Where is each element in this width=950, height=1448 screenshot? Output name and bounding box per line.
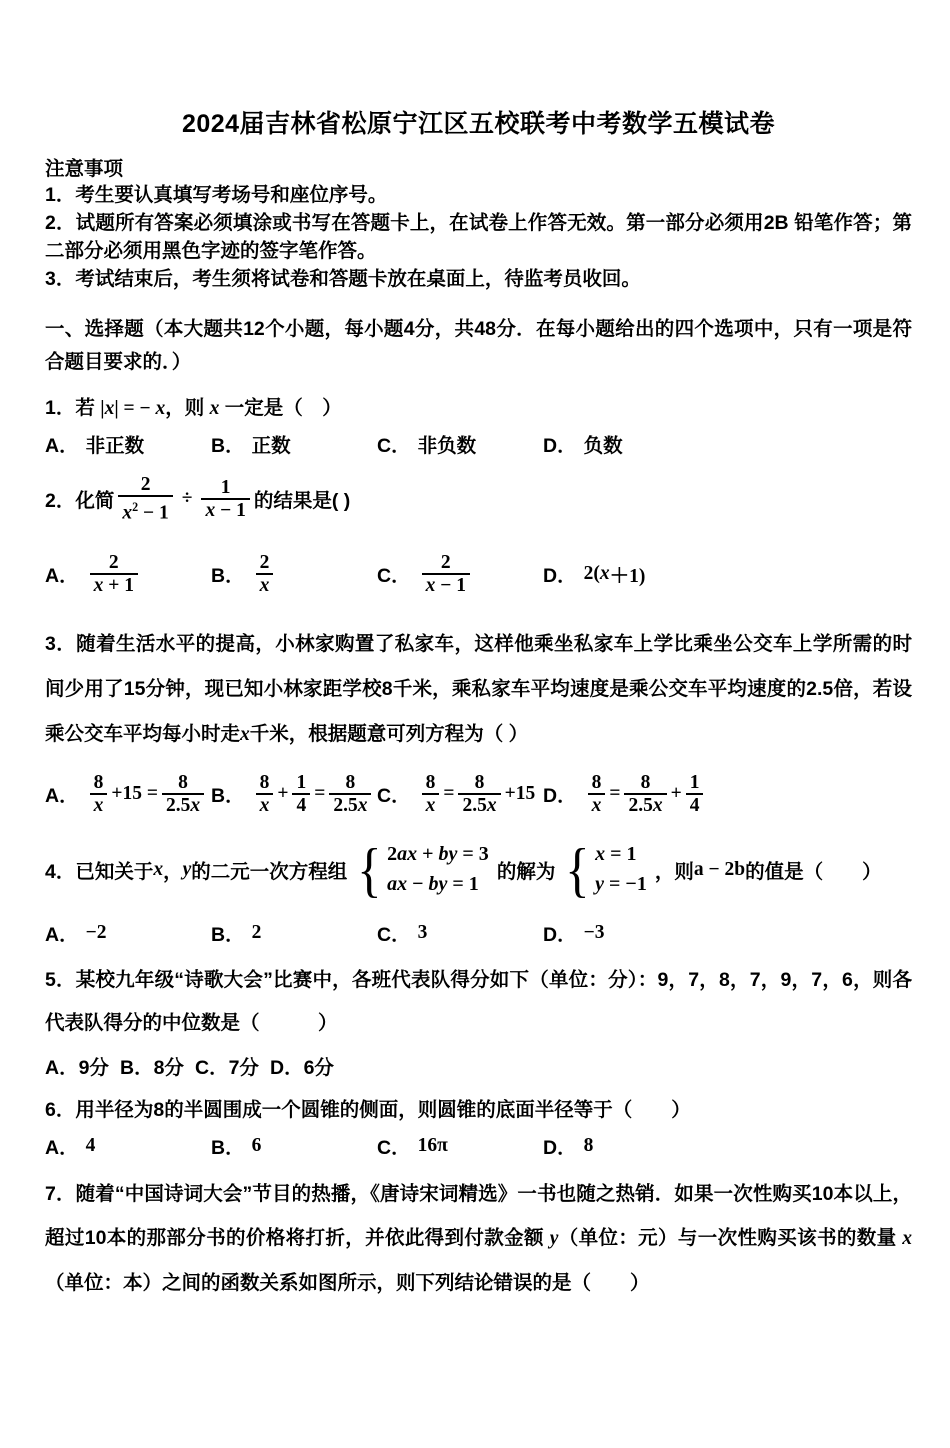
q4-text-pre2: 的二元一次方程组 — [191, 860, 348, 883]
math-operator: + — [277, 782, 289, 804]
equation-line — [387, 843, 489, 866]
q4-text-post2: 的值是（ ） — [745, 860, 882, 883]
math-text: 4 — [689, 794, 700, 816]
denominator — [256, 573, 274, 596]
math-var-y: y — [595, 873, 605, 895]
q6-options — [45, 1132, 912, 1160]
question-3-stem — [45, 622, 912, 757]
q2-text-pre: 2．化简 — [45, 489, 115, 512]
math-var-x: x — [209, 398, 220, 419]
section-1-heading: 一、选择题（本大题共12个小题，每小题4分，共48分．在每小题给出的四个选项中，只有一项是符合题目要求的．） — [45, 318, 912, 373]
option-text: 2 — [251, 921, 262, 943]
option-label: D． — [543, 1136, 577, 1159]
math-text: 2 — [387, 843, 398, 865]
numerator: 8 — [591, 771, 602, 793]
denominator — [329, 793, 371, 816]
numerator: 8 — [640, 771, 651, 793]
question-2-stem — [45, 474, 912, 524]
q5-option-d: D．6分 — [270, 1056, 334, 1079]
math-vars: by — [428, 873, 448, 895]
fraction — [292, 772, 310, 816]
q3-option-b — [211, 772, 377, 816]
denominator — [292, 793, 310, 816]
option-label: B． — [211, 784, 245, 807]
q4-text-mid: 的解为 — [496, 860, 556, 883]
equation-line — [387, 873, 489, 896]
math-var-x: x — [595, 843, 606, 865]
math-vars: ax — [397, 843, 418, 865]
q4-option-a — [45, 919, 211, 947]
math-vars: by — [438, 843, 458, 865]
question-4-stem — [45, 836, 912, 903]
notice-section — [45, 153, 912, 293]
option-text: 正数 — [251, 435, 291, 457]
option-label: D． — [543, 435, 577, 457]
option-label: C． — [377, 1136, 411, 1159]
math-operator: = — [314, 782, 326, 804]
numerator: 8 — [259, 771, 270, 793]
solution-line — [595, 843, 647, 866]
denominator — [624, 793, 666, 816]
option-label: A． — [45, 784, 79, 807]
math-text: = 1 — [605, 843, 637, 865]
question-6-stem: 6．用半径为8的半圆围成一个圆锥的侧面，则圆锥的底面半径等于（ ） — [45, 1098, 691, 1121]
fraction — [118, 474, 172, 524]
math-operator: + — [417, 843, 439, 865]
numerator: 2 — [140, 474, 151, 495]
option-label: C． — [377, 564, 411, 587]
fraction — [686, 772, 704, 816]
option-text: −2 — [85, 921, 107, 943]
fraction — [588, 772, 606, 816]
math-operator: − — [407, 873, 429, 895]
abs-bar-right: | — [114, 398, 119, 419]
q3-options — [45, 772, 912, 816]
option-label: A． — [45, 923, 79, 946]
math-var-x: x — [240, 723, 250, 745]
q3-text-1: 3．随着生活水平的提高，小林家购置了私家车，这样他乘坐私家车上学比乘坐公交车上学所需的时间少用了15分钟，现已知小林家距学校8千米，乘私家车平均速度是乘公交车平均速度的2.5倍，若设乘公交车平均每小时走 — [45, 632, 912, 745]
math-text: = −1 — [604, 873, 647, 895]
q3-option-c — [377, 772, 543, 816]
option-text: −3 — [583, 921, 605, 943]
option-text: 非正数 — [85, 435, 145, 457]
math-text: ＋1) — [609, 565, 646, 587]
left-brace: { — [565, 836, 590, 903]
math-var-x: x — [357, 794, 368, 816]
fraction — [624, 772, 666, 816]
fraction — [256, 772, 274, 816]
numerator: 8 — [345, 771, 356, 793]
math-text: − 1 — [215, 499, 246, 521]
denominator — [588, 793, 606, 816]
equals-minus: = − — [118, 398, 156, 419]
q6-option-d — [543, 1132, 593, 1160]
q6-option-c — [377, 1132, 543, 1160]
denominator — [90, 793, 108, 816]
q2-option-a — [45, 552, 211, 596]
option-text: 4 — [85, 1134, 96, 1156]
q3-option-d — [543, 772, 707, 816]
option-text: 负数 — [583, 435, 623, 457]
q1-option-b — [211, 430, 377, 458]
option-label: B． — [211, 435, 245, 457]
option-text: 16π — [417, 1134, 448, 1156]
numerator: 2 — [259, 551, 270, 573]
question-5-stem: 5．某校九年级“诗歌大会”比赛中，各班代表队得分如下（单位：分）：9，7，8，7，9，7，6，则各代表队得分的中位数是（ ） — [45, 968, 912, 1034]
fraction — [201, 477, 249, 521]
equation-system-1 — [355, 836, 489, 903]
math-text: + 1 — [103, 574, 134, 596]
q3-option-a — [45, 772, 211, 816]
denominator — [201, 498, 249, 521]
math-vars: ax — [387, 873, 408, 895]
math-text: = 1 — [447, 873, 479, 895]
q1-text-pre: 1．若 — [45, 397, 101, 419]
notice-item-2: 2．试题所有答案必须填涂或书写在答题卡上，在试卷上作答无效。第一部分必须用2B 铅笔作答；第二部分必须用黑色字迹的签字笔作答。 — [45, 212, 912, 262]
math-operator: = — [609, 782, 621, 804]
math-text: 2.5 — [628, 794, 653, 816]
math-var-x: x — [205, 499, 216, 521]
equation-system-2 — [563, 836, 647, 903]
math-var-x: x — [93, 794, 104, 816]
fraction — [90, 772, 108, 816]
math-var-y: y — [182, 858, 192, 880]
q7-text-1: 7．随着“中国诗词大会”节目的热播，《唐诗宋词精选》一书也随之热销．如果一次性购买10本以上，超过10本的那部分书的价格将打折，并依此得到付款金额 — [45, 1182, 912, 1249]
q1-option-d — [543, 430, 623, 458]
math-var-x: x — [591, 794, 602, 816]
q4-option-b — [211, 919, 377, 947]
numerator: 2 — [440, 551, 451, 573]
notice-item-3: 3．考试结束后，考生须将试卷和答题卡放在桌面上，待监考员收回。 — [45, 268, 641, 290]
q4-comma: ， — [163, 860, 183, 883]
math-expression: a − 2b — [693, 858, 746, 880]
option-label: C． — [377, 784, 411, 807]
denominator — [118, 495, 172, 524]
option-label: D． — [543, 923, 577, 946]
option-label: C． — [377, 923, 411, 946]
option-label: B． — [211, 564, 245, 587]
option-text: 非负数 — [417, 435, 477, 457]
left-brace: { — [357, 836, 382, 903]
math-var-x: x — [652, 794, 663, 816]
math-text: 2.5 — [165, 794, 191, 816]
math-text: 4 — [296, 794, 307, 816]
option-label: B． — [211, 1136, 245, 1159]
q2-options — [45, 552, 912, 596]
numerator: 8 — [474, 771, 485, 793]
option-label: A． — [45, 564, 79, 587]
q6-option-b — [211, 1132, 377, 1160]
math-operator: +15 — [504, 782, 536, 804]
option-label: C． — [377, 435, 411, 457]
q1-text-mid: ，则 — [165, 397, 210, 419]
q1-text-post: 一定是（ ） — [219, 397, 342, 419]
solution-line — [595, 873, 647, 896]
math-text: − 1 — [138, 502, 169, 524]
fraction — [256, 552, 274, 596]
denominator — [422, 793, 440, 816]
math-var-x: x — [425, 794, 436, 816]
math-var-x: x — [902, 1227, 913, 1249]
denominator — [458, 793, 500, 816]
math-var-x: x — [486, 794, 497, 816]
question-1-stem — [45, 392, 912, 420]
option-text: 3 — [417, 921, 428, 943]
q5-options — [45, 1052, 912, 1080]
math-var-x: x — [93, 574, 104, 596]
fraction — [90, 552, 138, 596]
option-label: A． — [45, 1136, 79, 1159]
numerator: 1 — [689, 771, 700, 793]
q7-text-3: （单位：本）之间的函数关系如图所示，则下列结论错误的是（ ） — [45, 1271, 650, 1294]
abs-bar-left: | — [100, 398, 105, 419]
denominator — [686, 793, 704, 816]
fraction — [422, 552, 470, 596]
math-text: = 3 — [457, 843, 489, 865]
page-title: 2024届吉林省松原宁江区五校联考中考数学五模试卷 — [181, 110, 776, 138]
q1-options — [45, 430, 912, 458]
exam-paper-page — [0, 104, 950, 1448]
option-text: 8 — [583, 1134, 594, 1156]
notice-heading: 注意事项 — [45, 158, 124, 180]
math-var-x: x — [259, 574, 270, 596]
numerator: 8 — [425, 771, 436, 793]
math-var-x: x — [122, 502, 133, 524]
math-var-x: x — [425, 574, 436, 596]
q2-text-post: 的结果是( ) — [253, 489, 351, 512]
math-text: 2.5 — [462, 794, 487, 816]
q1-option-c — [377, 430, 543, 458]
denominator — [256, 793, 274, 816]
numerator: 1 — [296, 771, 307, 793]
math-operator: + — [670, 782, 682, 804]
fraction — [329, 772, 371, 816]
denominator — [422, 573, 470, 596]
math-var-x: x — [104, 398, 115, 419]
q5-option-c: C．7分 — [195, 1056, 259, 1079]
option-label: D． — [543, 564, 577, 587]
q7-text-2: （单位：元）与一次性购买该书的数量 — [558, 1226, 903, 1249]
math-var-x: x — [153, 858, 164, 880]
system-equations — [387, 843, 489, 896]
option-label: B． — [211, 923, 245, 946]
q6-option-a — [45, 1132, 211, 1160]
q4-option-c — [377, 919, 543, 947]
option-label: D． — [543, 784, 577, 807]
q2-option-d — [543, 560, 645, 588]
q1-option-a — [45, 430, 211, 458]
option-text: 6 — [251, 1134, 262, 1156]
q2-option-b — [211, 552, 377, 596]
denominator — [162, 793, 204, 816]
q5-option-b: B．8分 — [120, 1056, 184, 1079]
denominator — [90, 573, 138, 596]
numerator: 1 — [220, 476, 231, 498]
math-text: 2.5 — [333, 794, 358, 816]
notice-item-1: 1．考生要认真填写考场号和座位序号。 — [45, 184, 388, 206]
math-var-x: x — [155, 398, 166, 419]
math-var-x: x — [259, 794, 270, 816]
q4-options — [45, 919, 912, 947]
math-var-y: y — [549, 1227, 559, 1249]
q2-option-c — [377, 552, 543, 596]
numerator: 8 — [178, 771, 188, 793]
option-label: A． — [45, 435, 79, 457]
math-operator: +15 = — [111, 782, 158, 804]
math-text: 2( — [583, 562, 600, 584]
math-var-x: x — [190, 794, 201, 816]
q3-text-2: 千米，根据题意可列方程为（ ） — [249, 722, 529, 745]
fraction — [458, 772, 500, 816]
divide-sign: ÷ — [181, 487, 193, 509]
q4-text-post1: ，则 — [654, 860, 694, 883]
math-text: − 1 — [435, 574, 466, 596]
fraction — [162, 772, 204, 816]
question-7-stem — [45, 1172, 912, 1305]
math-operator: = — [443, 782, 455, 804]
fraction — [422, 772, 440, 816]
q4-text-pre: 4．已知关于 — [45, 860, 154, 883]
q4-option-d — [543, 919, 604, 947]
numerator: 8 — [93, 771, 104, 793]
numerator: 2 — [108, 551, 119, 573]
exponent: 2 — [132, 500, 139, 514]
system-solutions — [595, 843, 647, 896]
q5-option-a: A．9分 — [45, 1056, 109, 1079]
math-var-x: x — [599, 562, 610, 584]
